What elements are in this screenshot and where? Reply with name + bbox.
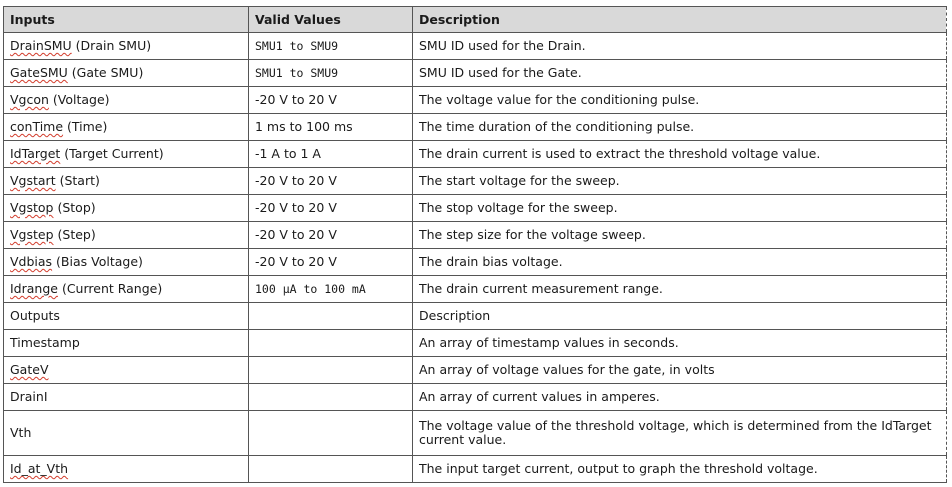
table-row-draini	[4, 384, 947, 411]
table-row-timestamp	[4, 330, 947, 357]
row-valid-value	[249, 456, 413, 483]
param-suffix: (Drain SMU)	[71, 38, 152, 53]
row-input-cell	[4, 60, 249, 87]
parameter-table-container	[3, 6, 946, 483]
row-description: An array of timestamp values in seconds.	[413, 330, 947, 357]
row-input-cell	[4, 303, 249, 330]
param-suffix: (Bias Voltage)	[52, 254, 143, 269]
row-valid-value	[249, 330, 413, 357]
table-row-idrange	[4, 276, 947, 303]
table-row-vgstop	[4, 195, 947, 222]
parameter-table	[3, 6, 947, 483]
param-name: Vgstart	[10, 173, 56, 188]
row-input-cell	[4, 357, 249, 384]
row-valid-value	[249, 357, 413, 384]
header-row	[4, 7, 947, 33]
row-input-cell	[4, 276, 249, 303]
param-name: Vdbias	[10, 254, 53, 269]
param-suffix: (Stop)	[53, 200, 96, 215]
row-input-cell	[4, 411, 249, 456]
row-valid-value: -1 A to 1 A	[249, 141, 413, 168]
table-row-vgcon	[4, 87, 947, 114]
row-input-cell	[4, 222, 249, 249]
param-name: conTime	[10, 119, 64, 134]
table-row-vgstart	[4, 168, 947, 195]
row-description: SMU ID used for the Drain.	[413, 33, 947, 60]
header-inputs: Inputs	[4, 7, 249, 33]
param-suffix: (Step)	[53, 227, 96, 242]
param-name: Idrange	[10, 281, 58, 296]
param-suffix: (Target Current)	[60, 146, 164, 161]
param-suffix: (Time)	[63, 119, 108, 134]
row-input-cell	[4, 141, 249, 168]
param-name: GateV	[10, 362, 49, 377]
param-name: Vgcon	[10, 92, 49, 107]
table-row-id-at-vth	[4, 456, 947, 483]
row-description: The time duration of the conditioning pulse.	[413, 114, 947, 141]
row-valid-value	[249, 303, 413, 330]
table-row-vgstep	[4, 222, 947, 249]
row-description: An array of current values in amperes.	[413, 384, 947, 411]
param-name: Vth	[10, 425, 32, 440]
param-suffix: (Start)	[55, 173, 100, 188]
header-description: Description	[413, 7, 947, 33]
row-valid-value: -20 V to 20 V	[249, 87, 413, 114]
row-valid-value: -20 V to 20 V	[249, 249, 413, 276]
row-description: The drain bias voltage.	[413, 249, 947, 276]
param-name: Id_at_Vth	[10, 461, 69, 476]
row-input-cell	[4, 33, 249, 60]
table-row-vth	[4, 411, 947, 456]
row-description: The voltage value of the threshold voltage, which is determined from the IdTarget current value.	[413, 411, 947, 456]
row-description: An array of voltage values for the gate, in volts	[413, 357, 947, 384]
table-row-outputs-header	[4, 303, 947, 330]
row-valid-value: 100 µA to 100 mA	[249, 276, 413, 303]
table-row-drainsmu	[4, 33, 947, 60]
row-valid-value: -20 V to 20 V	[249, 168, 413, 195]
param-name: Vgstep	[10, 227, 54, 242]
row-input-cell	[4, 456, 249, 483]
param-name: DrainI	[10, 389, 48, 404]
table-row-gatev	[4, 357, 947, 384]
row-description: The stop voltage for the sweep.	[413, 195, 947, 222]
table-row-gatesmu	[4, 60, 947, 87]
param-suffix: (Voltage)	[48, 92, 110, 107]
param-name: IdTarget	[10, 146, 61, 161]
row-input-cell	[4, 249, 249, 276]
row-description: The drain current measurement range.	[413, 276, 947, 303]
row-input-cell	[4, 168, 249, 195]
table-row-contime	[4, 114, 947, 141]
row-description: The input target current, output to graph the threshold voltage.	[413, 456, 947, 483]
row-valid-value: 1 ms to 100 ms	[249, 114, 413, 141]
row-description: The voltage value for the conditioning pulse.	[413, 87, 947, 114]
row-valid-value: SMU1 to SMU9	[249, 33, 413, 60]
row-description: SMU ID used for the Gate.	[413, 60, 947, 87]
row-input-cell	[4, 195, 249, 222]
row-valid-value: -20 V to 20 V	[249, 222, 413, 249]
header-valid-values: Valid Values	[249, 7, 413, 33]
row-input-cell	[4, 114, 249, 141]
row-input-cell	[4, 87, 249, 114]
row-valid-value	[249, 384, 413, 411]
row-description: The start voltage for the sweep.	[413, 168, 947, 195]
param-suffix: (Gate SMU)	[67, 65, 144, 80]
row-valid-value	[249, 411, 413, 456]
row-description: The step size for the voltage sweep.	[413, 222, 947, 249]
param-name: Outputs	[10, 308, 60, 323]
param-suffix: (Current Range)	[57, 281, 163, 296]
param-name: DrainSMU	[10, 38, 72, 53]
param-name: Vgstop	[10, 200, 54, 215]
table-row-idtarget	[4, 141, 947, 168]
row-valid-value: SMU1 to SMU9	[249, 60, 413, 87]
table-row-vdbias	[4, 249, 947, 276]
row-input-cell	[4, 384, 249, 411]
param-name: GateSMU	[10, 65, 68, 80]
row-valid-value: -20 V to 20 V	[249, 195, 413, 222]
row-input-cell	[4, 330, 249, 357]
param-name: Timestamp	[10, 335, 80, 350]
row-description: Description	[413, 303, 947, 330]
row-description: The drain current is used to extract the threshold voltage value.	[413, 141, 947, 168]
